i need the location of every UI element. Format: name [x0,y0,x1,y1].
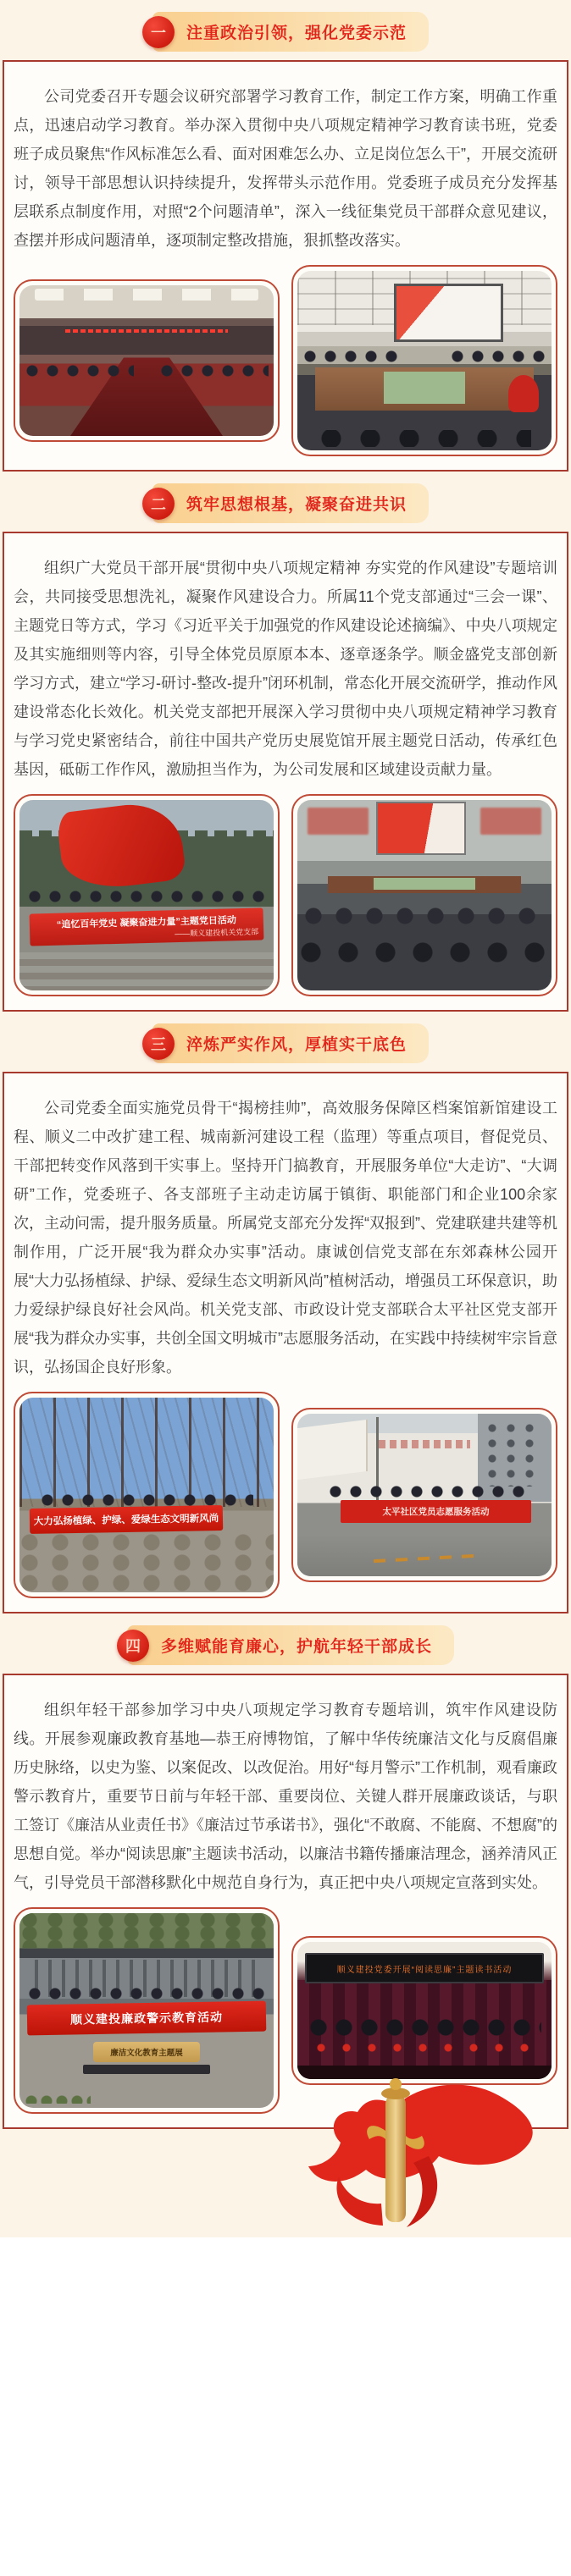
wall-slogan [379,1440,470,1448]
photo-meeting-room-a[interactable] [14,279,280,442]
section-1-box [3,60,568,472]
projection-screen [394,284,503,343]
led-banner: 顺义建投党委开展“阅读思廉”主题读书活动 [305,1953,544,1983]
section-3-box [3,1072,568,1613]
wall-slogan-left [308,808,369,835]
bottom-white-area [0,2237,571,2576]
photo-reading-activity-stage[interactable] [291,1936,557,2085]
audience-row [297,941,552,963]
stone-steps [19,952,274,990]
attendees-left [25,364,134,378]
article-page [0,12,571,2412]
group-members [27,1987,266,2000]
section-number: 三 [150,1035,166,1053]
section-1-photo-row [14,265,557,456]
attendees-left [302,350,399,363]
photo-integrity-education[interactable] [14,1907,280,2114]
wechat-article-body [0,12,571,2576]
tree-planting-image [19,1398,274,1592]
stone-ground [19,1534,274,1592]
section-2-box [3,532,568,1012]
party-day-group-image [19,800,274,990]
building-windows [485,1422,544,1487]
community-service-image [297,1414,552,1576]
group-members [27,890,266,903]
photo-party-day-group[interactable] [14,794,280,996]
section-3-header [0,1023,571,1063]
section-2-number-badge [142,488,175,520]
attendees-right [450,350,546,363]
road [297,1534,552,1576]
photo-training-hall[interactable] [291,794,557,996]
tree-foliage [19,1913,274,1948]
red-banner [30,907,264,946]
gold-exhibition-sign: 廉洁文化教育主题展 [93,2042,200,2062]
training-hall-image [297,800,552,990]
photo-reading-class[interactable] [291,265,557,456]
stage-screen [376,802,466,855]
section-number: 一 [150,24,166,41]
reading-activity-stage-image [297,1942,552,2079]
white-canopy [297,1419,368,1480]
volunteers [328,1485,531,1498]
stage-led-strip [65,329,228,333]
huabiao-red-flag-ornament [254,2077,542,2242]
meeting-room-a-image [19,285,274,436]
people-row [308,2017,541,2038]
section-1-header [0,12,571,52]
footer-decorative-zone [0,2129,571,2237]
integrity-education-image [19,1913,274,2108]
wall-slogan-right [480,808,541,835]
photo-community-service[interactable] [291,1408,557,1582]
red-banner: 大力弘扬植绿、护绿、爱绿生态文明新风尚 [30,1505,223,1534]
audience-row [302,907,546,925]
section-3-photo-row [14,1392,557,1598]
section-4-header [0,1625,571,1665]
section-1-paragraph: 公司党委召开专题会议研究部署学习教育工作，制定工作方案，明确工作重点，迅速启动学习教育。举办深入贯彻中央八项规定精神学习教育读书班，党委班子成员聚焦“作风标准怎么看、面对困难怎么办、立足岗位怎么干”，开展交流研讨，领导干部思想认识持续提升，发挥带头示范作用。党委班子成员充分发挥基层联系点制度作用，对照“2个问题清单”，深入一线征集党员干部群众意见建议，查摆并形成问题清单，逐项制定整改措施，狠抓整改落实。 [14,88,557,249]
section-4-number-badge [117,1630,149,1662]
section-2-header [0,483,571,523]
section-2-photo-row [14,794,557,996]
red-banner: 顺义建投廉政警示教育活动 [27,2000,267,2035]
section-4-paragraph: 组织年轻干部参加学习中央八项规定学习教育专题培训，筑牢作风建设防线。开展参观廉政教育基地—恭王府博物馆，了解中华传统廉洁文化与反腐倡廉历史脉络，以史为鉴、以案促改、以改促治。用好“每月警示”工作机制，观看廉政警示教育片，重要节日前与年轻干部、重要岗位、关键人群开展廉政谈话，与职工签订《廉洁从业责任书》《廉洁过节承诺书》，强化“不敢腐、不能腐、不想腐”的思想自觉。举办“阅读思廉”主题读书活动，以廉洁书籍传播廉洁理念，涵养清风正气，引导党员干部潜移默化中规范自身行为，真正把中央八项规定宣落到实处。 [14,1702,557,1891]
bare-trees [19,1398,274,1507]
red-books [313,2044,536,2052]
section-3-number-badge [142,1028,175,1060]
chairs [318,430,531,447]
ceiling-lights [35,289,258,301]
banner-text-line1: “追忆百年党史 凝聚奋进力量”主题党日活动 [56,914,237,929]
attendees-right [159,364,269,378]
section-number: 四 [125,1637,141,1655]
section-2-title: 筑牢思想根基，凝聚奋进共识 [152,483,429,523]
section-4-box [3,1674,568,2129]
section-3-title: 淬炼严实作风，厚植实干底色 [152,1023,429,1063]
grass-tufts [25,2093,91,2104]
banner-text-line2: ——顺义建投机关党支部 [175,926,259,938]
section-2-paragraph: 组织广大党员干部开展“贯彻中央八项规定精神 夯实党的作风建设”专题培训会，共同接受思想洗礼，凝聚作风建设合力。所属11个党支部通过“三会一课”、主题党日等方式，学习《习近平关于加强党的作风建设论述摘编》、中央八项规定及其实施细则等内容，引导全体党员原原本本、逐章逐条学。顺金盛党支部创新学习方式，建立“学习-研讨-整改-提升”闭环机制，常态化开展交流研学，推动作风建设常态化长效化。机关党支部把开展深入学习贯彻中央八项规定精神学习教育与学习党史紧密结合，前往中国共产党历史展览馆开展主题党日活动，传承红色基因，砥砺工作作风，激励担当作为，为公司发展和区域建设贡献力量。 [14,560,557,778]
photo-tree-planting[interactable] [14,1392,280,1598]
table-runner [374,878,475,890]
section-1-title: 注重政治引领，强化党委示范 [152,12,429,52]
volunteers [40,1493,253,1507]
section-4-title: 多维赋能育廉心，护航年轻干部成长 [127,1625,454,1665]
table-runner [384,372,465,404]
red-party-flag-sculpture [56,800,186,893]
sign-plinth [83,2065,210,2074]
person-in-red [508,375,539,412]
red-banner: 太平社区党员志愿服务活动 [341,1500,531,1523]
section-number: 二 [150,495,166,513]
section-1-number-badge [142,16,175,48]
section-3-paragraph: 公司党委全面实施党员骨干“揭榜挂帅”，高效服务保障区档案馆新馆建设工程、顺义二中改扩建工程、城南新河建设工程（监理）等重点项目，督促党员、干部把转变作风落到干实事上。坚持开门搞教育，开展服务单位“大走访”、“大调研”工作，党委班子、各支部班子主动走访属于镇街、职能部门和企业100余家次，主动问需，提升服务质量。所属党支部充分发挥“双报到”、党建联建共建等机制作用，广泛开展“我为群众办实事”活动。康诚创信党支部在东郊森林公园开展“大力弘扬植绿、护绿、爱绿生态文明新风尚”植树活动，增强员工环保意识，助力爱绿护绿良好社会风尚。机关党支部、市政设计党支部联合太平社区党支部开展“我为群众办实事，共创全国文明城市”志愿服务活动，在实践中持续树牢宗旨意识，弘扬国企良好形象。 [14,1100,557,1376]
reading-class-image [297,271,552,450]
